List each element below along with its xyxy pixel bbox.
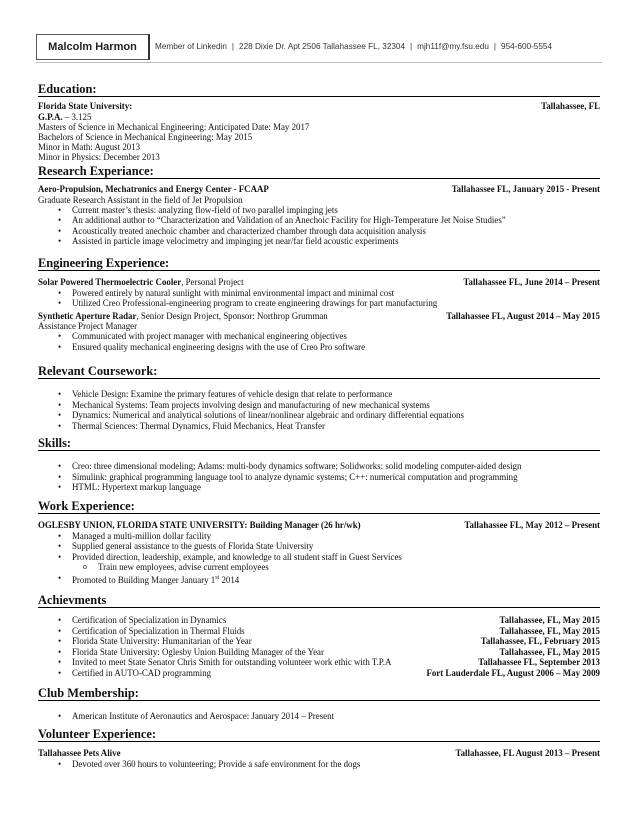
project-name: Solar Powered Thermoelectric Cooler (38, 277, 182, 287)
project-name: Synthetic Aperture Radar (38, 310, 137, 321)
degree-line: Bachelors of Science in Mechanical Engineering: May 2015 (38, 131, 253, 142)
skills-bullets (38, 461, 600, 493)
volunteer-date: Tallahassee, FL August 2013 – Present (455, 748, 600, 758)
list-item: • Promoted to Building Manger January 1st 2014 (72, 573, 600, 586)
list-item: • Certification of Specialization in Thermal Fluids Tallahassee, FL, May 2015 (72, 626, 600, 637)
list-item: • An additional author to “Characterization and Validation of an Anechoic Facility for High-Temperature Jet Noise Studies” (72, 215, 600, 226)
section-title-engineering: Engineering Experience: (38, 256, 600, 271)
section-title-coursework: Relevant Coursework: (38, 364, 600, 379)
volunteer-section (38, 727, 600, 769)
list-item: • Acoustically treated anechoic chamber and characterized chamber through data acquisition analysis (72, 226, 600, 237)
list-item: • Certified in AUTO-CAD programming Fort Lauderdale FL, August 2006 – May 2009 (72, 668, 600, 679)
research-role: Graduate Research Assistant in the field of Jet Propulsion (38, 194, 243, 205)
contact-info: Member of Linkedin | 228 Dixie Dr. Apt 2506 Tallahassee FL, 32304 | mjh11f@my.fsu.edu | 954-600-5554 (155, 42, 553, 51)
volunteer-org-row (38, 748, 600, 759)
list-item: • Managed a multi-million dollar facility (72, 531, 600, 542)
work-org: OGLESBY UNION, FLORIDA STATE UNIVERSITY: Building Manager (26 hr/wk) (38, 520, 361, 530)
education-section (38, 82, 600, 163)
project-date: Tallahassee FL, August 2014 – May 2015 (446, 310, 600, 321)
contact-phone: 954-600-5554 (501, 42, 553, 51)
club-bullets (38, 711, 600, 722)
project-row: Solar Powered Thermoelectric Cooler, Personal Project Tallahassee FL, June 2014 – Present (38, 277, 600, 287)
list-item: • Ensured quality mechanical engineering designs with the use of Creo Pro software (72, 342, 600, 353)
achievements-section (38, 593, 600, 679)
contact-linkedin: Member of Linkedin (155, 42, 227, 51)
resume-header (36, 34, 602, 60)
header-divider (36, 62, 602, 63)
work-section (38, 499, 600, 585)
list-item: • Creo: three dimensional modeling; Adams: multi-body dynamics software; Solidworks: solid modeling computer-aided design (72, 461, 600, 472)
section-title-skills: Skills: (38, 436, 600, 451)
gpa-line: G.P.A. – 3.125 (38, 111, 92, 122)
project-date: Tallahassee FL, June 2014 – Present (463, 277, 600, 287)
candidate-name: Malcolm Harmon (36, 34, 150, 60)
list-item: • Invited to meet State Senator Chris Smith for outstanding volunteer work ethic with T.P.A Tallahassee FL, September 2013 (72, 657, 600, 668)
work-bullets (38, 531, 600, 586)
list-item: o Train new employees, advise current employees (72, 562, 600, 573)
coursework-section (38, 364, 600, 431)
list-item: • Supplied general assistance to the guests of Florida State University (72, 541, 600, 552)
section-title-volunteer: Volunteer Experience: (38, 727, 600, 742)
list-item: • Certification of Specialization in Dynamics Tallahassee, FL, May 2015 (72, 615, 600, 626)
skills-section (38, 436, 600, 493)
list-item: • Florida State University: Oglesby Union Building Manager of the Year Tallahassee, FL, May 2015 (72, 647, 600, 658)
school-location: Tallahassee, FL (541, 101, 600, 111)
research-bullets (38, 205, 600, 247)
contact-address: 228 Dixie Dr. Apt 2506 Tallahassee FL, 32304 (239, 42, 406, 51)
list-item: • Devoted over 360 hours to volunteering; Provide a safe environment for the dogs (72, 759, 600, 770)
degree-line: Minor in Physics: December 2013 (38, 152, 160, 163)
list-item: • Simulink: graphical programming language tool to analyze dynamic systems; C++: numerical computation and programming (72, 472, 600, 483)
volunteer-bullets (38, 759, 600, 770)
degree-line: Minor in Math: August 2013 (38, 142, 141, 153)
list-item: • Current master’s thesis: analyzing flow-field of two parallel impinging jets (72, 205, 600, 216)
project-bullets (38, 331, 600, 352)
list-item: • Thermal Sciences: Thermal Dynamics, Fluid Mechanics, Heat Transfer (72, 421, 600, 432)
research-org: Aero-Propulsion, Mechatronics and Energy Center - FCAAP (38, 184, 269, 194)
list-item: • Communicated with project manager with mechanical engineering objectives (72, 331, 600, 342)
list-item: • HTML: Hypertext markup language (72, 482, 600, 493)
section-title-research: Research Experiance: (38, 164, 600, 179)
education-school-row (38, 101, 600, 112)
project-role: Assistance Project Manager (38, 321, 138, 332)
research-org-row (38, 184, 600, 195)
list-item: • Vehicle Design: Examine the primary features of vehicle design that relate to performance (72, 389, 600, 400)
section-title-club: Club Membership: (38, 686, 600, 701)
club-section (38, 686, 600, 722)
work-date: Tallahassee FL, May 2012 – Present (464, 520, 600, 530)
school-name: Florida State University: (38, 101, 133, 111)
work-org-row (38, 520, 600, 531)
section-title-work: Work Experience: (38, 499, 600, 514)
project-row: Synthetic Aperture Radar, Senior Design Project, Sponsor: Northrop Grumman Tallahassee FL, August 2014 – May 2015 (38, 310, 600, 321)
achievements-bullets (38, 615, 600, 679)
degree-line: Masters of Science in Mechanical Engineering: Anticipated Date: May 2017 (38, 121, 310, 132)
list-item: • Utilized Creo Professional-engineering program to create engineering drawings for part manufacturing (72, 298, 600, 309)
section-title-education: Education: (38, 82, 600, 97)
list-item: • Assisted in particle image velocimetry and impinging jet near/far field acoustic experiments (72, 236, 600, 247)
volunteer-org: Tallahassee Pets Alive (38, 748, 121, 758)
coursework-bullets (38, 389, 600, 431)
research-section (38, 164, 600, 247)
research-date: Tallahassee FL, January 2015 - Present (451, 184, 600, 194)
list-item: • Florida State University: Humanitarian of the Year Tallahassee, FL, February 2015 (72, 636, 600, 647)
list-item: • Mechanical Systems: Team projects involving design and manufacturing of new mechanical systems (72, 400, 600, 411)
section-title-achievements: Achievments (38, 593, 600, 608)
list-item: • Powered entirely by natural sunlight with minimal environmental impact and minimal cost (72, 288, 600, 299)
list-item: • Dynamics: Numerical and analytical solutions of linear/nonlinear algebraic and ordinary differential equations (72, 410, 600, 421)
list-item: • American Institute of Aeronautics and Aerospace: January 2014 – Present (72, 711, 600, 722)
project-bullets (38, 288, 600, 309)
contact-email: mjh11f@my.fsu.edu (417, 42, 489, 51)
engineering-section (38, 256, 600, 353)
list-item: • Provided direction, leadership, example, and knowledge to all student staff in Guest Services (72, 552, 600, 563)
